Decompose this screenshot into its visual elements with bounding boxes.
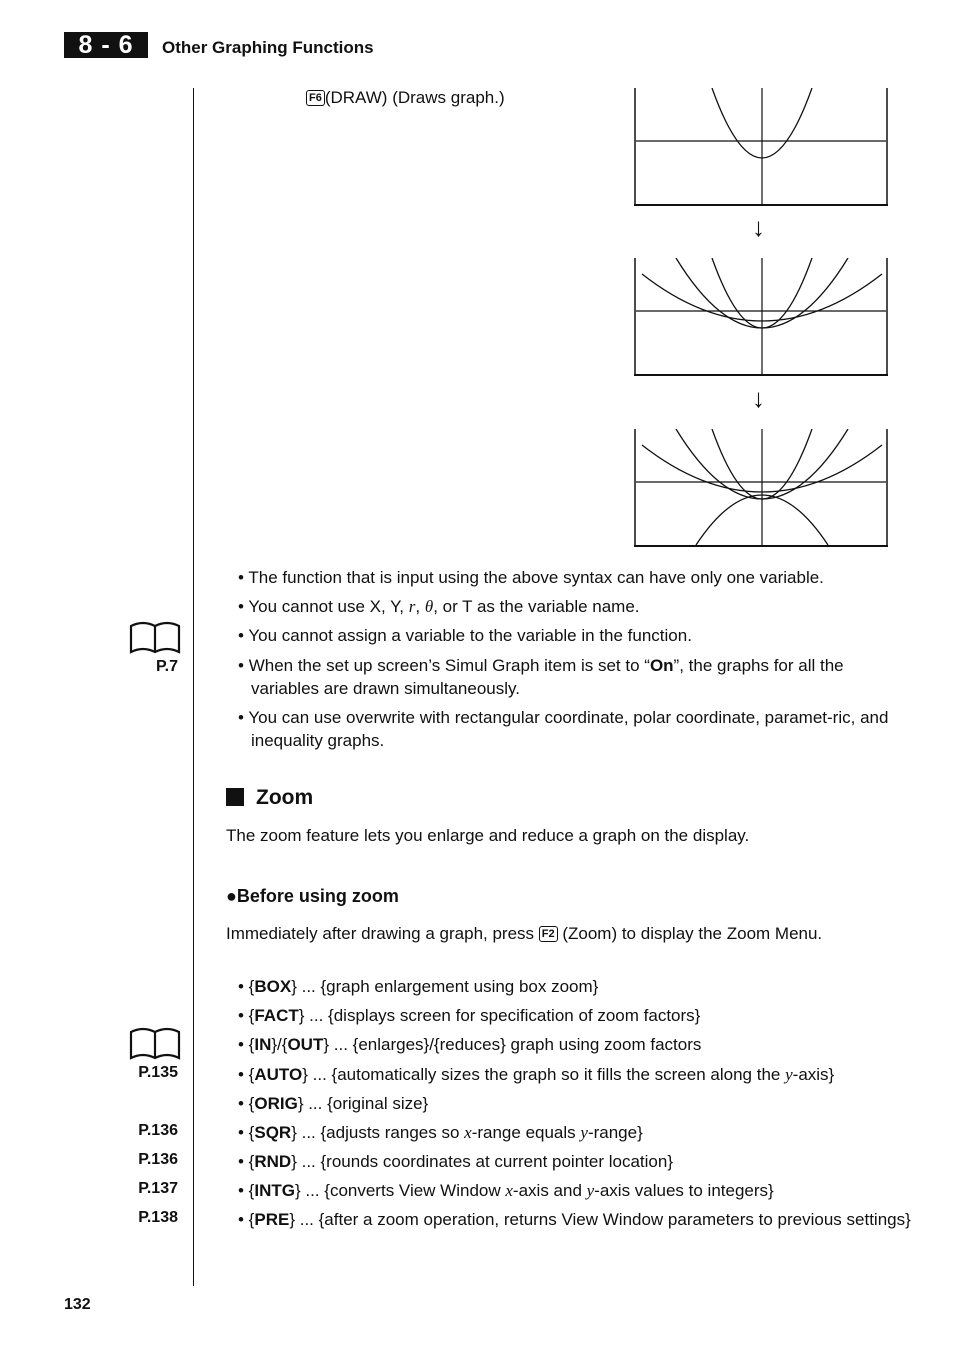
zoom-item-name: PRE [254,1210,290,1229]
graph-screen-2 [634,258,888,376]
zoom-item-name: FACT [254,1006,299,1025]
zoom-item-desc-tail: -axis} [792,1065,835,1084]
draw-step-text: (DRAW) (Draws graph.) [324,88,505,107]
zoom-item-name: RND [254,1152,292,1171]
zoom-item-desc-mid: -range equals [471,1123,581,1142]
zoom-item-desc: {graph enlargement using box zoom} [320,977,599,996]
note-1-text: The function that is input using the above syntax can have only one variable. [248,568,824,587]
zoom-item-desc: {rounds coordinates at current pointer location} [320,1152,674,1171]
section-title: Other Graphing Functions [162,38,374,57]
zoom-item-name: ORIG [254,1094,298,1113]
zoom-item-rnd: • {RND} ... {rounds coordinates at current pointer location} [238,1152,674,1171]
draw-step [306,88,505,108]
arrow-down-2: ↓ [752,383,765,413]
zoom-item-fact: • {FACT} ... {displays screen for specification of zoom factors} [238,1006,701,1025]
book-icon [129,620,181,654]
zoom-item-intg: • {INTG} ... {converts View Window x-axis and y-axis values to integers} [238,1181,774,1200]
note-3-text: You cannot assign a variable to the variable in the function. [248,626,692,645]
zoom-heading [226,786,313,810]
page-ref: P.136 [138,1122,178,1139]
var-theta: θ [424,597,434,616]
note-4: • When the set up screen’s Simul Graph item is set to “On”, the graphs for all the variables are drawn simultaneously. [238,656,844,698]
zoom-item-pre: • {PRE} ... {after a zoom operation, returns View Window parameters to previous settings} [238,1210,911,1229]
before-zoom-heading-text: Before using zoom [236,886,399,906]
zoom-item-desc-mid: -axis and [512,1181,587,1200]
zoom-item-name: AUTO [254,1065,303,1084]
graph-screen-1 [634,88,888,206]
zoom-item-sqr: • {SQR} ... {adjusts ranges so x-range equals y-range} [238,1123,643,1142]
note-5-text: You can use overwrite with rectangular coordinate, polar coordinate, paramet-ric, and inequality graphs. [248,708,889,750]
zoom-item-box: • {BOX} ... {graph enlargement using box zoom} [238,977,599,996]
zoom-item-name: IN [254,1035,272,1054]
zoom-item-desc: {converts View Window [324,1181,506,1200]
page-ref: P.136 [138,1151,178,1168]
before-zoom-post: (Zoom) to display the Zoom Menu. [557,924,823,943]
var-y: y [785,1065,793,1084]
note-3: • You cannot assign a variable to the variable in the function. [238,626,692,645]
zoom-item-desc-tail: -axis values to integers} [594,1181,774,1200]
zoom-item-desc: {displays screen for specification of zoom factors} [328,1006,701,1025]
book-icon [129,1026,181,1060]
zoom-intro: The zoom feature lets you enlarge and reduce a graph on the display. [226,826,750,845]
zoom-item-orig: • {ORIG} ... {original size} [238,1094,429,1113]
before-zoom-heading: ●Before using zoom [226,886,399,906]
note-2-sep: , [415,597,425,616]
note-2: • You cannot use X, Y, r, θ, or T as the variable name. [238,597,640,616]
page-ref: P.7 [156,658,178,675]
zoom-item-in-out: • {IN}/{OUT} ... {enlarges}/{reduces} graph using zoom factors [238,1035,702,1054]
margin-rule [193,88,194,1286]
arrow-down-1: ↓ [752,212,765,242]
zoom-item-desc: {automatically sizes the graph so it fills the screen along the [331,1065,786,1084]
note-4-text: When the set up screen’s Simul Graph item is set to “ [248,656,650,675]
zoom-item-desc-tail: -range} [587,1123,643,1142]
var-y: y [586,1181,595,1200]
note-1: • The function that is input using the above syntax can have only one variable. [238,568,824,587]
page-ref: P.137 [138,1180,178,1197]
graph-screen-3 [634,429,888,547]
f2-key: F2 [539,926,558,942]
zoom-item-desc: {original size} [327,1094,429,1113]
zoom-item-name: SQR [254,1123,292,1142]
zoom-item-name: OUT [287,1035,324,1054]
zoom-item-desc: {adjusts ranges so [320,1123,465,1142]
zoom-item-desc: {enlarges}/{reduces} graph using zoom factors [352,1035,702,1054]
zoom-item-auto: • {AUTO} ... {automatically sizes the graph so it fills the screen along the y-axis} [238,1065,835,1084]
zoom-item-name: INTG [254,1181,295,1200]
zoom-item-name: BOX [254,977,292,996]
before-zoom-text [226,924,822,944]
square-bullet-icon [226,788,244,806]
f6-key: F6 [306,90,325,106]
var-r: r [408,597,416,616]
page-ref: P.135 [138,1064,178,1081]
before-zoom-pre: Immediately after drawing a graph, press [226,924,539,943]
var-y: y [580,1123,588,1142]
note-5: • You can use overwrite with rectangular coordinate, polar coordinate, paramet-ric, and inequality graphs. [238,708,889,750]
page-number: 132 [64,1296,91,1313]
on-setting: On [649,656,674,675]
note-2-text: You cannot use X, Y, [248,597,409,616]
zoom-heading-text: Zoom [256,786,314,809]
var-x: x [505,1181,513,1200]
note-2-tail: , or T as the variable name. [433,597,640,616]
note-4-tail: ”, the graphs for all the variables are drawn simultaneously. [251,656,844,698]
zoom-item-desc: {after a zoom operation, returns View Window parameters to previous settings} [318,1210,911,1229]
var-x: x [464,1123,472,1142]
page-ref: P.138 [138,1209,178,1226]
section-number: 8 - 6 [64,32,148,58]
